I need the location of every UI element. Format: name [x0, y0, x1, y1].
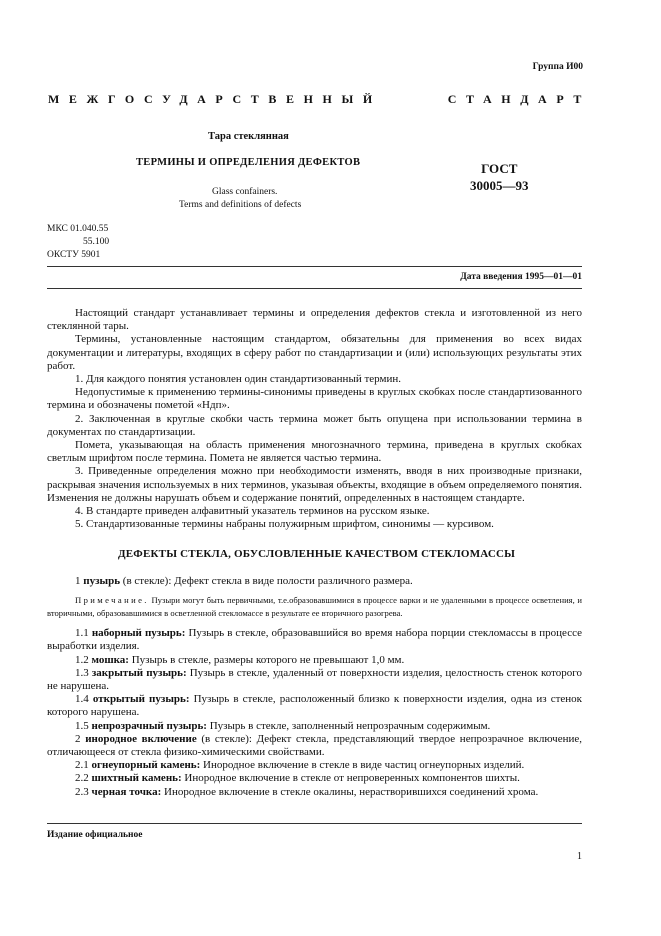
banner-word-interstate: МЕЖГОСУДАРСТВЕННЫЙ: [48, 92, 382, 106]
gost-number: 30005—93: [470, 178, 529, 193]
mks-code: МКС 01.040.55: [47, 224, 109, 234]
intro-paragraph: Помета, указывающая на область применения многозначного термина, приведена в круглых скобках светлым шрифтом после термина. Помета не является частью термина.: [47, 439, 582, 465]
intro-paragraph: Недопустимые к применению термины-синонимы приведены в круглых скобках после стандартизованного термина и обозначены пометой «Ндп».: [47, 386, 582, 412]
intro-text: [47, 307, 582, 531]
page-number: 1: [577, 851, 582, 862]
term-entry: [47, 627, 582, 653]
term-entry: [47, 720, 582, 733]
header-divider: [47, 266, 582, 267]
note: [47, 594, 582, 619]
term-name: непрозрачный пузырь:: [91, 719, 207, 732]
term-number: 1.1: [75, 627, 89, 640]
english-title-line2: Terms and definitions of defects: [179, 200, 302, 210]
okstu-code: ОКСТУ 5901: [47, 250, 101, 260]
term-definition: Дефект стекла, представляющий твердое непрозрачное включение, отличающееся от стекла физико-химическими свойствами.: [47, 732, 583, 759]
term-definition: Пузырь в стекле, заполненный непрозрачным содержимым.: [206, 719, 491, 732]
term-number: 1.5: [75, 719, 89, 732]
standard-banner: [48, 92, 591, 107]
intro-paragraph: 5. Стандартизованные термины набраны полужирным шрифтом, синонимы — курсивом.: [75, 518, 494, 531]
term-definition: Пузырь в стекле, размеры которого не превышают 1,0 мм.: [128, 653, 405, 666]
group-code: Группа И00: [532, 62, 583, 72]
term-name: шихтный камень:: [91, 772, 182, 785]
term-name: огнеупорный камень:: [91, 759, 201, 772]
term-number: 1.3: [75, 666, 89, 679]
term-entry: [47, 786, 582, 799]
gost-label: ГОСТ: [481, 161, 518, 176]
term-number: 2.1: [75, 759, 89, 772]
terms-list: [47, 575, 582, 799]
classification-codes: [47, 223, 109, 262]
term-entry: [47, 759, 582, 772]
term-definition: Пузырь в стекле, расположенный близко к поверхности изделия, одна из стенок которого нарушена.: [47, 693, 583, 719]
intro-paragraph: 2. Заключенная в круглые скобки часть термина может быть опущена при использовании термина в документах по стандартизации.: [47, 412, 582, 438]
term-number: 1.4: [75, 693, 89, 706]
intro-paragraph: 1. Для каждого понятия установлен один стандартизованный термин.: [75, 373, 401, 386]
term-definition: Инородное включение в стекле в виде частиц огнеупорных изделий.: [200, 759, 525, 772]
effective-date: Дата введения 1995—01—01: [460, 272, 582, 282]
term-definition: Пузырь в стекле, образовавшийся во время набора порции стекломассы в процессе выработки изделия.: [47, 627, 582, 653]
term-area: (в стекле):: [120, 575, 172, 587]
date-divider: [47, 288, 582, 289]
intro-paragraph: Настоящий стандарт устанавливает термины и определения дефектов стекла и изготовленной из него стеклянной тары.: [47, 307, 582, 333]
term-name: мошка:: [91, 653, 129, 666]
term-number: 1: [75, 575, 81, 587]
term-entry: [47, 575, 582, 588]
term-entry: [47, 654, 582, 667]
term-name: закрытый пузырь:: [91, 666, 187, 679]
banner-word-standard: СТАНДАРТ: [447, 92, 591, 106]
term-entry: [47, 772, 582, 785]
footer-divider: [47, 823, 582, 824]
note-text: Пузыри могут быть первичными, т.е.образовавшимися в процессе варки и не удаленными в процессе осветления, и вторичными, образовавшимися в осветленной стекломассе в результате ее вторичного разогрева.: [47, 595, 582, 618]
document-subtitle: Тара стеклянная: [208, 131, 289, 142]
english-title-line1: Glass confainers.: [212, 187, 278, 197]
term-definition: Пузырь в стекле, удаленный от поверхности изделия, целостность стенок которого не нарушена.: [47, 666, 582, 693]
term-entry: [47, 667, 582, 693]
term-name: пузырь: [83, 575, 121, 587]
term-name: инородное включение: [85, 732, 197, 745]
term-area: (в стекле):: [196, 732, 252, 745]
term-entry: [47, 693, 582, 719]
note-label: Примечание.: [75, 595, 149, 606]
intro-paragraph: Термины, установленные настоящим стандартом, обязательны для применения во всех видах документации и литературы, входящих в сферу работ по стандартизации и (или) использующих результаты этих работ.: [47, 333, 582, 372]
official-edition-label: Издание официальное: [47, 830, 143, 840]
term-name: открытый пузырь:: [92, 693, 190, 706]
section-heading: ДЕФЕКТЫ СТЕКЛА, ОБУСЛОВЛЕННЫЕ КАЧЕСТВОМ СТЕКЛОМАССЫ: [118, 548, 516, 560]
term-definition: Инородное включение в стекле окалины, нерастворившихся соединений хрома.: [161, 785, 539, 798]
gost-designation: [470, 160, 529, 194]
intro-paragraph: 3. Приведенные определения можно при необходимости изменять, вводя в них производные признаки, раскрывая значения используемых в них терминов, указывая объекты, входящие в объем определяемого понятия. Изменения не должны нарушать объем и содержание понятий, определенных в настоящем стандарте.: [47, 465, 582, 504]
term-definition: Дефект стекла в виде полости различного размера.: [171, 575, 413, 587]
mks-code-2: 55.100: [83, 237, 110, 247]
term-number: 1.2: [75, 653, 89, 666]
term-name: черная точка:: [91, 785, 162, 798]
term-name: наборный пузырь:: [91, 627, 186, 640]
term-number: 2: [75, 732, 81, 745]
document-title: ТЕРМИНЫ И ОПРЕДЕЛЕНИЯ ДЕФЕКТОВ: [136, 157, 361, 168]
term-number: 2.2: [75, 772, 89, 785]
term-number: 2.3: [75, 785, 89, 798]
term-definition: Инородное включение в стекле от непроверенных компонентов шихты.: [181, 772, 520, 785]
term-entry: [47, 733, 582, 759]
intro-paragraph: 4. В стандарте приведен алфавитный указатель терминов на русском языке.: [75, 505, 430, 518]
